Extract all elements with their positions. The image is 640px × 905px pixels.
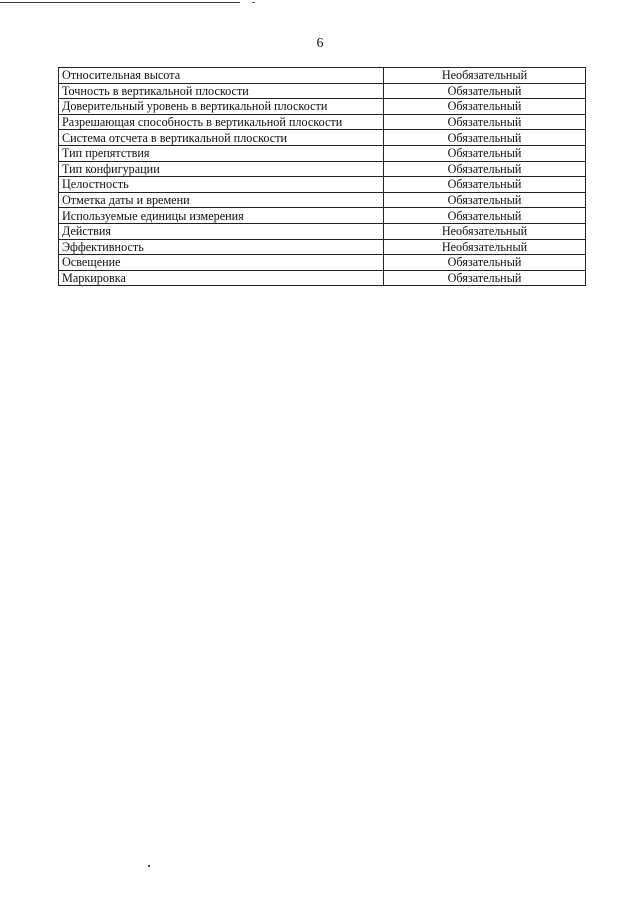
table-row [59,177,586,193]
table-row [59,161,586,177]
obligation-status-cell: Обязательный [384,177,586,193]
attribute-name-cell: Используемые единицы измерения [59,208,384,224]
header-rule-mark [252,2,255,3]
attribute-name-cell: Тип препятствия [59,145,384,161]
obligation-status-cell: Обязательный [384,161,586,177]
obligation-status-cell: Обязательный [384,270,586,286]
attribute-name-cell: Относительная высота [59,68,384,84]
scan-speck [148,865,150,867]
attribute-name-cell: Действия [59,223,384,239]
table-row [59,192,586,208]
attribute-name-cell: Точность в вертикальной плоскости [59,83,384,99]
obligation-status-cell: Обязательный [384,99,586,115]
attribute-name-cell: Целостность [59,177,384,193]
obligation-status-cell: Обязательный [384,255,586,271]
obligation-status-cell: Обязательный [384,83,586,99]
table-row [59,208,586,224]
attribute-name-cell: Тип конфигурации [59,161,384,177]
table-row [59,255,586,271]
page-number: 6 [316,36,324,51]
obligation-status-cell: Обязательный [384,114,586,130]
table-row [59,130,586,146]
table-row [59,270,586,286]
attribute-name-cell: Доверительный уровень в вертикальной плоскости [59,99,384,115]
table-row [59,239,586,255]
table-row [59,83,586,99]
obligation-status-cell: Обязательный [384,208,586,224]
table-row [59,145,586,161]
table-row [59,223,586,239]
obligation-status-cell: Необязательный [384,223,586,239]
attribute-name-cell: Эффективность [59,239,384,255]
requirements-table [58,67,586,286]
obligation-status-cell: Необязательный [384,239,586,255]
table-row [59,114,586,130]
table-row [59,99,586,115]
attribute-name-cell: Освещение [59,255,384,271]
table-row [59,68,586,84]
header-rule [0,2,240,3]
obligation-status-cell: Обязательный [384,130,586,146]
obligation-status-cell: Обязательный [384,145,586,161]
attribute-name-cell: Отметка даты и времени [59,192,384,208]
attribute-name-cell: Система отсчета в вертикальной плоскости [59,130,384,146]
obligation-status-cell: Обязательный [384,192,586,208]
attribute-name-cell: Разрешающая способность в вертикальной плоскости [59,114,384,130]
obligation-status-cell: Необязательный [384,68,586,84]
attribute-name-cell: Маркировка [59,270,384,286]
